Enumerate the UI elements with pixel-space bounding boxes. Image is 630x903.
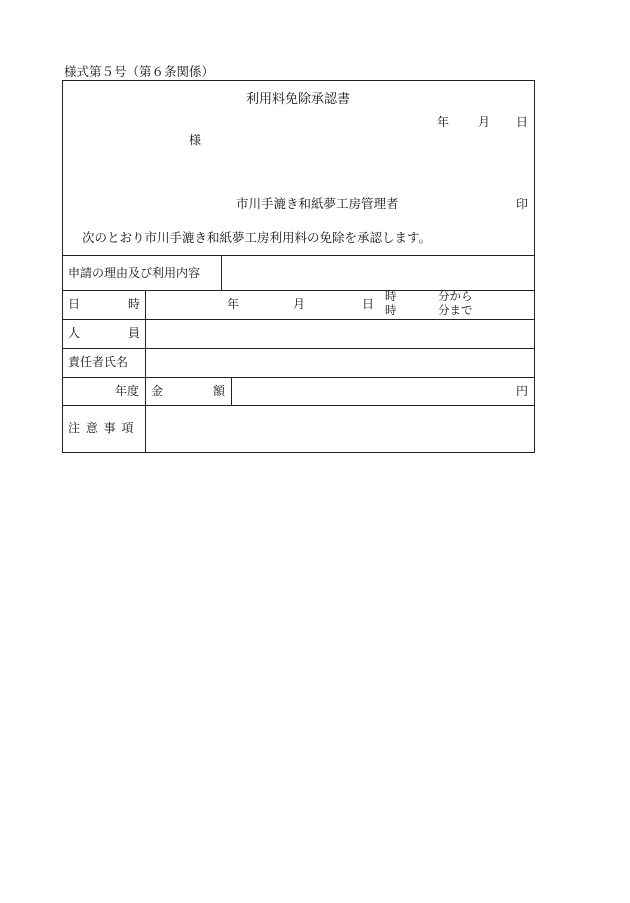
yen-unit: 円 [516,384,529,398]
seal-mark: 印 [516,197,529,211]
datetime-hour-from: 時 [385,289,397,303]
reason-label: 申請の理由及び利用内容 [68,266,201,280]
responsible-label: 責任者氏名 [68,355,129,369]
datetime-day: 日 [362,297,375,311]
amount-divider [231,377,232,405]
notes-label: 注 意 事 項 [68,421,135,435]
people-label-1: 人 [68,326,81,340]
responsible-field[interactable] [147,350,533,376]
form-number: 様式第５号（第６条関係） [64,64,215,79]
row-line-3 [62,348,535,349]
table-top-line [62,255,535,256]
date-month-label: 月 [478,115,491,129]
reason-divider [221,255,222,290]
row-line-4 [62,377,535,378]
issuer-name: 市川手漉き和紙夢工房管理者 [236,196,399,211]
fiscal-year-label: 年度 [115,384,140,398]
notes-field[interactable] [147,407,533,451]
amount-label-1: 金 [151,384,164,398]
people-label-2: 員 [128,326,141,340]
date-day-label: 日 [516,115,529,129]
amount-field[interactable] [233,379,511,404]
datetime-hour-to: 時 [385,303,397,317]
datetime-label-2: 時 [128,297,141,311]
datetime-month: 月 [293,297,306,311]
people-field[interactable] [147,321,533,347]
label-column-divider [145,290,146,453]
datetime-min-to: 分まで [438,303,473,317]
datetime-year: 年 [227,297,240,311]
row-line-2 [62,319,535,320]
document-title: 利用料免除承認書 [246,92,351,107]
datetime-min-from: 分から [438,289,473,303]
datetime-label-1: 日 [68,297,81,311]
row-line-5 [62,405,535,406]
reason-field[interactable] [223,257,533,288]
approval-statement: 次のとおり市川手漉き和紙夢工房利用料の免除を承認します。 [82,230,432,245]
amount-label-2: 額 [213,384,226,398]
addressee-suffix: 様 [189,133,202,147]
date-year-label: 年 [437,115,450,129]
